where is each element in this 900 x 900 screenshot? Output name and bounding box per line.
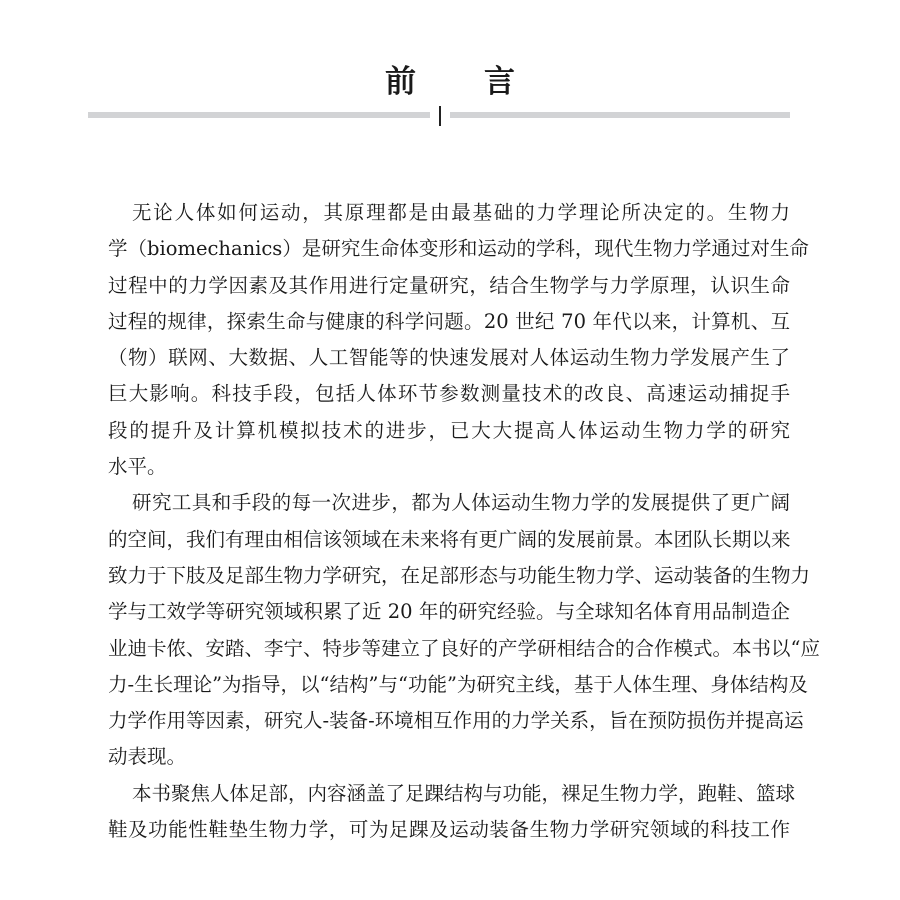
text-line: 的空间，我们有理由相信该领域在未来将有更广阔的发展前景。本团队长期以来: [108, 527, 791, 551]
title-char: 言: [484, 64, 515, 100]
text-line: 学（biomechanics）是研究生命体变形和运动的学科，现代生物力学通过对生命: [108, 237, 809, 261]
paragraph: [108, 195, 809, 485]
text-line: 动表现。: [108, 745, 187, 769]
paragraph: [108, 485, 820, 775]
text-line: 过程的规律，探索生命与健康的科学问题。20 世纪 70 年代以来，计算机、互: [108, 309, 790, 333]
text-line: 巨大影响。科技手段，包括人体环节参数测量技术的改良、高速运动捕捉手: [108, 382, 790, 406]
text-line: 致力于下肢及足部生物力学研究，在足部形态与功能生物力学、运动装备的生物力: [108, 563, 811, 587]
text-line: 力学作用等因素，研究人-装备-环境相互作用的力学关系，旨在预防损伤并提高运: [108, 709, 804, 733]
text-line: 过程中的力学因素及其作用进行定量研究，结合生物学与力学原理，认识生命: [108, 273, 790, 297]
text-line: 段的提升及计算机模拟技术的进步，已大大提高人体运动生物力学的研究: [108, 418, 790, 442]
text-line: 学与工效学等研究领域积累了近 20 年的研究经验。与全球知名体育用品制造企: [108, 600, 790, 624]
text-line: 研究工具和手段的每一次进步，都为人体运动生物力学的发展提供了更广阔: [132, 491, 790, 515]
title-rule-tick: [439, 106, 441, 126]
text-line: （物）联网、大数据、人工智能等的快速发展对人体运动生物力学发展产生了: [108, 346, 790, 370]
preface-body: [108, 195, 820, 848]
text-line: 本书聚焦人体足部，内容涵盖了足踝结构与功能，裸足生物力学，跑鞋、篮球: [132, 781, 796, 805]
page-title: [0, 56, 900, 101]
paragraph: [108, 776, 796, 849]
title-rule-left: [88, 112, 430, 118]
text-line: 力-生长理论”为指导，以“结构”与“功能”为研究主线，基于人体生理、身体结构及: [108, 672, 808, 696]
text-line: 无论人体如何运动，其原理都是由最基础的力学理论所决定的。生物力: [132, 201, 790, 224]
title-rule-right: [450, 112, 790, 118]
text-line: 水平。: [108, 455, 167, 479]
text-line: 业迪卡侬、安踏、李宁、特步等建立了良好的产学研相结合的合作模式。本书以“应: [108, 636, 820, 660]
title-char: 前: [385, 64, 416, 100]
text-line: 鞋及功能性鞋垫生物力学，可为足踝及运动装备生物力学研究领域的科技工作: [108, 818, 790, 842]
